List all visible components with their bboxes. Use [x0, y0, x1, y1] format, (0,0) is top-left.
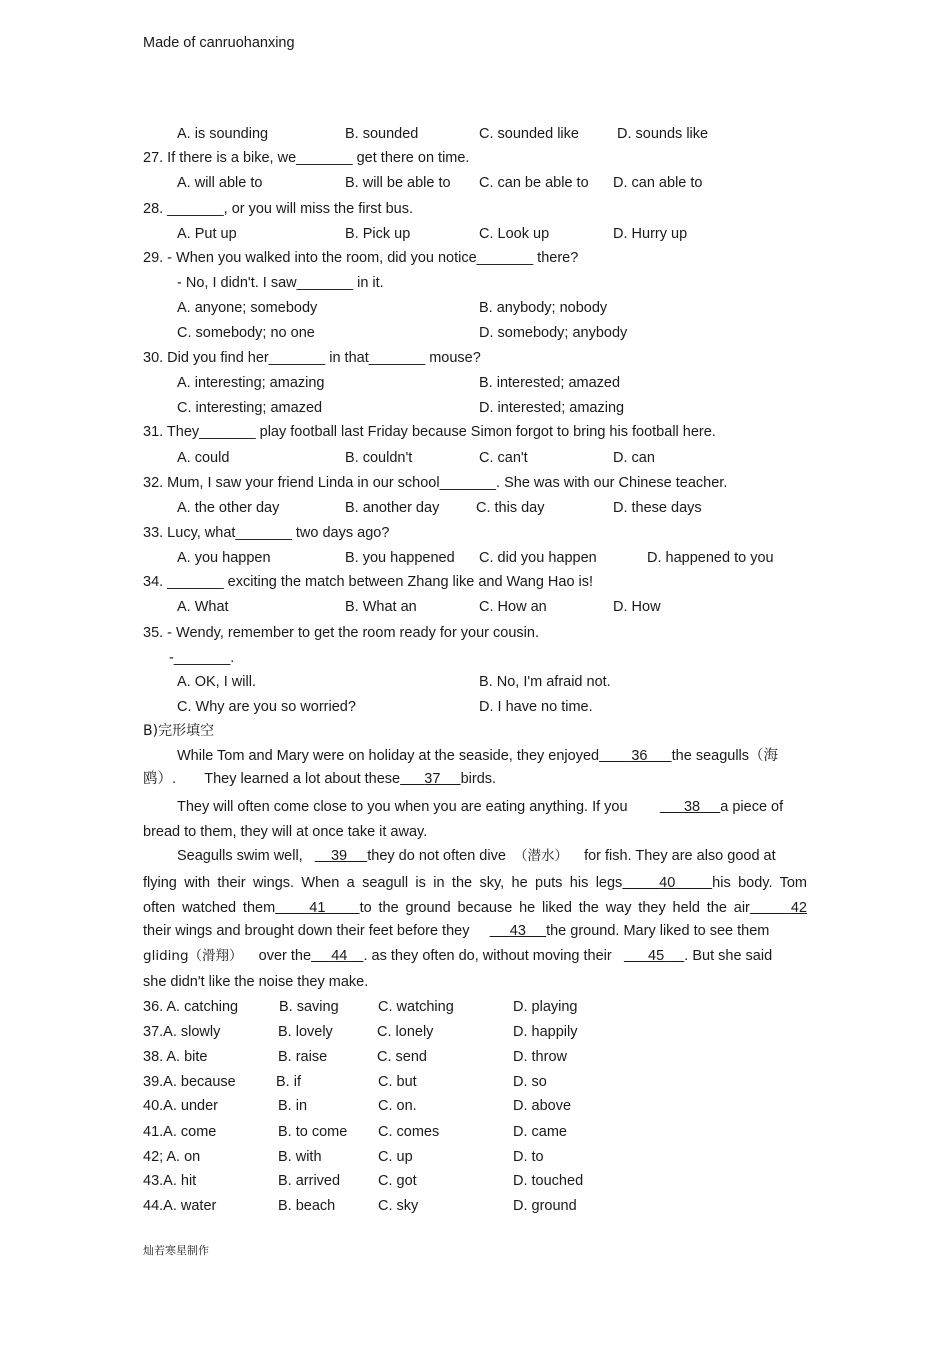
cloze-opt-36-b: B. saving [279, 999, 339, 1015]
q30-option-b: B. interested; amazed [479, 375, 621, 391]
blank-44: 44 [331, 948, 348, 964]
q32-option-b: B. another day [345, 500, 440, 516]
q29-stem-reply: - No, I didn't. I saw_______ in it. [177, 275, 384, 291]
page-footer: 灿若寒星制作 [143, 1244, 209, 1257]
cloze-opt-40-a: 40.A. under [143, 1098, 218, 1114]
q34-option-a: A. What [177, 599, 229, 615]
cloze-opt-38-d: D. throw [513, 1049, 567, 1065]
q33-option-d: D. happened to you [647, 550, 774, 566]
cloze-opt-41-a: 41.A. come [143, 1124, 217, 1140]
cloze-opt-38-a: 38. A. bite [143, 1049, 208, 1065]
q35-stem-reply: -_______. [169, 650, 235, 666]
q29-option-d: D. somebody; anybody [479, 325, 628, 341]
q32-option-a: A. the other day [177, 500, 280, 516]
cloze-opt-42-d: D. to [513, 1149, 544, 1165]
q28-option-b: B. Pick up [345, 226, 411, 242]
cloze-opt-39-d: D. so [513, 1074, 547, 1090]
q34-stem: 34. _______ exciting the match between Zhang like and Wang Hao is! [143, 574, 594, 590]
q29-option-a: A. anyone; somebody [177, 300, 318, 316]
cloze-opt-39-a: 39.A. because [143, 1074, 236, 1090]
cloze-opt-42-a: 42; A. on [143, 1149, 201, 1165]
q27-option-a: A. will able to [177, 175, 263, 191]
cloze-text: his body. Tom [712, 875, 807, 891]
cloze-line-10: she didn't like the noise they make. [143, 974, 369, 990]
blank-45: 45 [648, 948, 665, 964]
cloze-text: over the [258, 948, 312, 964]
cloze-text: （潜水） [513, 848, 568, 864]
q32-option-d: D. these days [613, 500, 702, 516]
cloze-opt-41-c: C. comes [378, 1124, 440, 1140]
q35-option-c: C. Why are you so worried? [177, 699, 356, 715]
cloze-opt-44-b: B. beach [278, 1198, 336, 1214]
cloze-opt-40-d: D. above [513, 1098, 572, 1114]
cloze-line-1 [177, 747, 778, 765]
q31-option-a: A. could [177, 450, 230, 466]
q28-option-c: C. Look up [479, 226, 550, 242]
cloze-text: They learned a lot about these [204, 771, 401, 787]
cloze-opt-40-b: B. in [278, 1098, 308, 1114]
q27-option-d: D. can able to [613, 175, 703, 191]
cloze-text: gliding（滑翔） [143, 948, 243, 964]
cloze-opt-40-c: C. on. [378, 1098, 417, 1114]
cloze-line-6 [143, 874, 807, 892]
q32-stem: 32. Mum, I saw your friend Linda in our school_______. She was with our Chinese teacher. [143, 475, 728, 491]
cloze-line-8 [143, 922, 769, 940]
q31-option-b: B. couldn't [345, 450, 413, 466]
cloze-text: often watched them [143, 900, 276, 916]
q31-stem: 31. They_______ play football last Friday because Simon forgot to bring his football here. [143, 424, 716, 440]
blank-38: 38 [683, 799, 701, 815]
cloze-text: While Tom and Mary were on holiday at the seaside, they enjoyed [177, 748, 600, 764]
q28-stem: 28. _______, or you will miss the first bus. [143, 201, 413, 217]
cloze-opt-41-b: B. to come [278, 1124, 348, 1140]
q33-option-b: B. you happened [345, 550, 455, 566]
page-header: Made of canruohanxing [143, 35, 295, 51]
cloze-line-4: bread to them, they will at once take it away. [143, 824, 428, 840]
cloze-text: . But she said [684, 948, 773, 964]
q26-option-c: C. sounded like [479, 126, 579, 142]
cloze-line-3 [177, 798, 783, 816]
q29-stem: 29. - When you walked into the room, did you notice_______ there? [143, 250, 579, 266]
q26-option-b: B. sounded [345, 126, 419, 142]
q35-option-b: B. No, I'm afraid not. [479, 674, 611, 690]
cloze-opt-44-a: 44.A. water [143, 1198, 217, 1214]
q27-option-b: B. will be able to [345, 175, 451, 191]
cloze-opt-44-c: C. sky [378, 1198, 419, 1214]
q26-option-d: D. sounds like [617, 126, 709, 142]
cloze-opt-42-b: B. with [278, 1149, 322, 1165]
cloze-text: flying with their wings. When a seagull is in the sky, he puts his legs [143, 875, 623, 891]
q34-option-c: C. How an [479, 599, 547, 615]
cloze-text: They will often come close to you when you are eating anything. If you [177, 799, 628, 815]
q29-option-b: B. anybody; nobody [479, 300, 608, 316]
cloze-opt-39-b: B. if [276, 1074, 301, 1090]
cloze-text: a piece of [720, 799, 784, 815]
cloze-opt-37-b: B. lovely [278, 1024, 333, 1040]
q31-option-d: D. can [613, 450, 655, 466]
q29-option-c: C. somebody; no one [177, 325, 315, 341]
cloze-opt-41-d: D. came [513, 1124, 567, 1140]
cloze-text: to the ground because he liked the way they held the air [359, 900, 750, 916]
q27-stem: 27. If there is a bike, we_______ get there on time. [143, 150, 470, 166]
q35-stem: 35. - Wendy, remember to get the room ready for your cousin. [143, 625, 539, 641]
cloze-opt-43-d: D. touched [513, 1173, 584, 1189]
q30-option-d: D. interested; amazing [479, 400, 625, 416]
blank-41: 41 [309, 900, 326, 916]
cloze-title: B)完形填空 [143, 723, 215, 739]
cloze-opt-44-d: D. ground [513, 1198, 577, 1214]
q34-option-d: D. How [613, 599, 661, 615]
cloze-opt-37-c: C. lonely [377, 1024, 434, 1040]
cloze-opt-38-b: B. raise [278, 1049, 328, 1065]
cloze-text: the ground. Mary liked to see them [546, 923, 770, 939]
q33-option-c: C. did you happen [479, 550, 597, 566]
q28-option-a: A. Put up [177, 226, 237, 242]
blank-40: 40 [659, 875, 676, 891]
cloze-text: the seagulls（海 [671, 748, 779, 764]
q30-stem: 30. Did you find her_______ in that_______ mouse? [143, 350, 481, 366]
q30-option-c: C. interesting; amazed [177, 400, 323, 416]
cloze-opt-36-c: C. watching [378, 999, 454, 1015]
cloze-opt-39-c: C. but [378, 1074, 417, 1090]
cloze-opt-38-c: C. send [377, 1049, 427, 1065]
blank-37: 37 [424, 771, 441, 787]
q28-option-d: D. Hurry up [613, 226, 688, 242]
q31-option-c: C. can't [479, 450, 528, 466]
cloze-text: . as they often do, without moving their [363, 948, 612, 964]
cloze-opt-43-c: C. got [378, 1173, 417, 1189]
cloze-opt-36-d: D. playing [513, 999, 578, 1015]
q27-option-c: C. can be able to [479, 175, 589, 191]
q34-option-b: B. What an [345, 599, 417, 615]
cloze-opt-43-b: B. arrived [278, 1173, 341, 1189]
cloze-opt-43-a: 43.A. hit [143, 1173, 197, 1189]
cloze-line-5 [177, 847, 776, 865]
cloze-text: they do not often dive [367, 848, 506, 864]
cloze-text: their wings and brought down their feet before they [143, 923, 470, 939]
q35-option-a: A. OK, I will. [177, 674, 256, 690]
q33-stem: 33. Lucy, what_______ two days ago? [143, 525, 390, 541]
cloze-text: birds. [460, 771, 497, 787]
blank-39: 39 [330, 848, 348, 864]
q30-option-a: A. interesting; amazing [177, 375, 325, 391]
cloze-text: Seagulls swim well, [177, 848, 303, 864]
blank-36: 36 [631, 748, 648, 764]
q32-option-c: C. this day [476, 500, 545, 516]
q33-option-a: A. you happen [177, 550, 271, 566]
cloze-opt-42-c: C. up [378, 1149, 413, 1165]
cloze-opt-36-a: 36. A. catching [143, 999, 239, 1015]
blank-43: 43 [509, 923, 526, 939]
blank-42: 42 [790, 900, 807, 916]
cloze-line-9 [143, 947, 772, 965]
cloze-opt-37-a: 37.A. slowly [143, 1024, 221, 1040]
q35-option-d: D. I have no time. [479, 699, 593, 715]
cloze-opt-37-d: D. happily [513, 1024, 578, 1040]
cloze-text: 鸥）. [143, 771, 177, 787]
cloze-line-7 [143, 899, 807, 917]
cloze-line-2 [143, 770, 496, 788]
cloze-text: for fish. They are also good at [584, 848, 776, 864]
q26-option-a: A. is sounding [177, 126, 269, 142]
